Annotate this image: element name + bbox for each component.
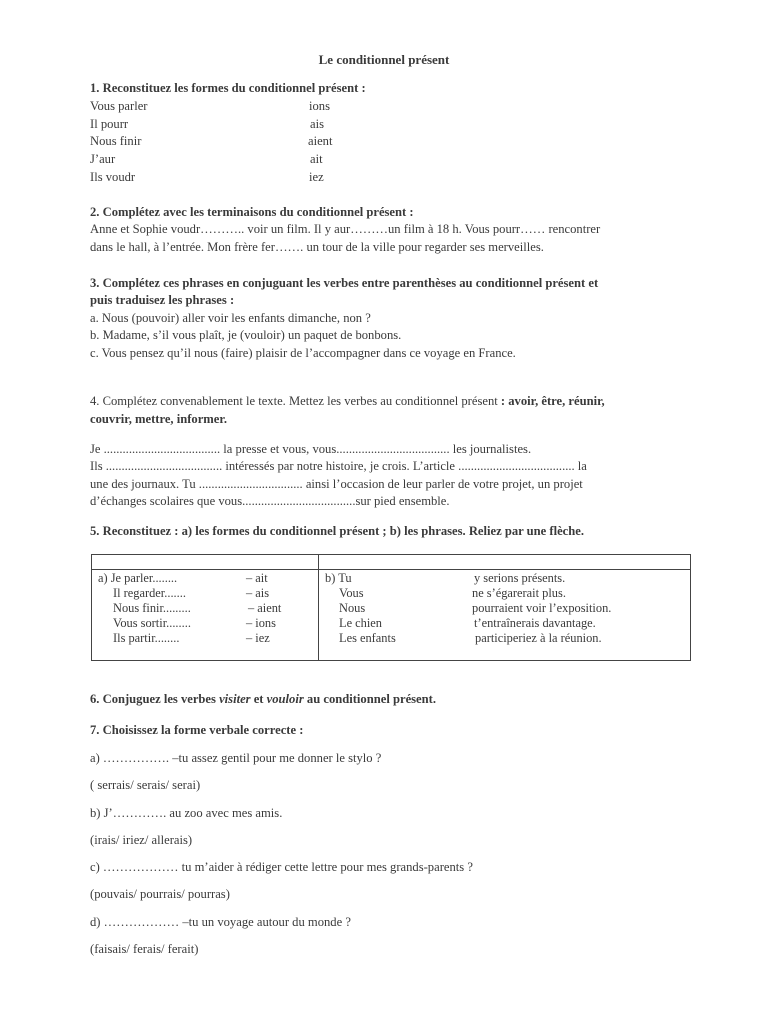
table-left-stem-2: Il regarder.......: [113, 586, 186, 600]
exercise-3-heading: 3. Complétez ces phrases en conjuguant les verbes entre parenthèses au conditionnel présent et: [90, 276, 599, 290]
ex1-right-2: ais: [310, 117, 324, 131]
table-left-stem-3: Nous finir.........: [113, 601, 191, 615]
table-right-subject-3: Nous: [339, 601, 366, 615]
table-header-cell-left: [92, 555, 319, 570]
ex4-line-2: Ils ..................................... intéressés par notre histoire, je crois. L’article ..................................... la: [90, 459, 587, 473]
table-header-row: [92, 555, 691, 570]
exercise-4-heading: [90, 393, 605, 411]
ex1-right-3: aient: [308, 134, 333, 148]
table-right-subject-4: Le chien: [339, 616, 382, 630]
ex1-left-1: Vous parler: [90, 99, 148, 113]
ex3-item-c: c. Vous pensez qu’il nous (faire) plaisir de l’accompagner dans ce voyage en France.: [90, 346, 516, 360]
table-right-predicate-5: participeriez à la réunion.: [475, 631, 602, 645]
ex4-line-3: une des journaux. Tu ................................. ainsi l’occasion de leur parler de votre projet, un projet: [90, 477, 583, 491]
table-right-predicate-1: y serions présents.: [474, 571, 566, 585]
table-cell-forms: [92, 570, 319, 661]
ex7-question-c: c) ……………… tu m’aider à rédiger cette lettre pour mes grands-parents ?: [90, 860, 473, 874]
ex6-part-3: au conditionnel présent.: [303, 692, 436, 706]
ex7-options-c: (pouvais/ pourrais/ pourras): [90, 887, 230, 901]
exercise-3-heading-cont: puis traduisez les phrases :: [90, 293, 235, 307]
ex1-left-5: Ils voudr: [90, 170, 136, 184]
ex7-options-a: ( serrais/ serais/ serai): [90, 778, 201, 792]
ex1-left-4: J’aur: [90, 152, 116, 166]
exercise-5-heading: 5. Reconstituez : a) les formes du conditionnel présent ; b) les phrases. Reliez par une flèche.: [90, 524, 585, 538]
ex2-line-1: Anne et Sophie voudr……….. voir un film. Il y aur………un film à 18 h. Vous pourr…… rencontrer: [90, 222, 601, 236]
table-right-subject-5: Les enfants: [339, 631, 396, 645]
ex6-part-2: et: [250, 692, 267, 706]
ex1-right-1: ions: [309, 99, 330, 113]
ex1-left-3: Nous finir: [90, 134, 142, 148]
table-left-ending-4: – ions: [246, 616, 276, 630]
table-left-ending-1: – ait: [246, 571, 268, 585]
table-left-ending-2: – ais: [246, 586, 270, 600]
table-header-cell-right: [319, 555, 691, 570]
exercise-6-heading: [90, 691, 436, 709]
exercise-7-heading: 7. Choisissez la forme verbale correcte :: [90, 723, 304, 737]
ex7-question-a: a) ……………. –tu assez gentil pour me donner le stylo ?: [90, 751, 382, 765]
exercise-2-heading: 2. Complétez avec les terminaisons du conditionnel présent :: [90, 205, 414, 219]
table-left-ending-5: – iez: [246, 631, 270, 645]
ex4-verbs: : avoir, être, réunir,: [500, 394, 605, 408]
ex4-line-1: Je ..................................... la presse et vous, vous.................................... les journalistes.: [90, 442, 532, 456]
table-body-row: [92, 570, 691, 661]
page-title: Le conditionnel présent: [318, 52, 450, 67]
ex4-verbs-cont: couvrir, mettre, informer.: [90, 412, 227, 426]
ex1-right-4: ait: [310, 152, 323, 166]
ex6-verb-visiter: visiter: [219, 692, 251, 706]
table-left-ending-3: – aient: [248, 601, 282, 615]
table-cell-sentences: [319, 570, 691, 661]
ex4-line-4: d’échanges scolaires que vous....................................sur pied ensemble.: [90, 494, 450, 508]
ex7-question-b: b) J’…………. au zoo avec mes amis.: [90, 806, 283, 820]
ex3-item-b: b. Madame, s’il vous plaît, je (vouloir) un paquet de bonbons.: [90, 328, 402, 342]
table-left-stem-1: a) Je parler........: [98, 571, 178, 585]
table-right-predicate-4: t’entraînerais davantage.: [474, 616, 596, 630]
table-right-predicate-3: pourraient voir l’exposition.: [472, 601, 612, 615]
ex1-right-5: iez: [309, 170, 324, 184]
exercise-1-heading: 1. Reconstituez les formes du conditionnel présent :: [90, 81, 366, 95]
table-left-stem-5: Ils partir........: [113, 631, 180, 645]
ex3-item-a: a. Nous (pouvoir) aller voir les enfants dimanche, non ?: [90, 311, 371, 325]
ex6-verb-vouloir: vouloir: [266, 692, 304, 706]
ex6-part-1: 6. Conjuguez les verbes: [90, 692, 220, 706]
table-right-predicate-2: ne s’égarerait plus.: [472, 586, 566, 600]
ex4-intro: 4. Complétez convenablement le texte. Mettez les verbes au conditionnel présent: [90, 394, 501, 408]
table-left-stem-4: Vous sortir........: [113, 616, 191, 630]
ex7-question-d: d) ……………… –tu un voyage autour du monde ?: [90, 915, 351, 929]
ex1-left-2: Il pourr: [90, 117, 129, 131]
ex2-line-2: dans le hall, à l’entrée. Mon frère fer……. un tour de la ville pour regarder ses merveilles.: [90, 240, 544, 254]
table-right-subject-2: Vous: [339, 586, 364, 600]
matching-table: [91, 554, 691, 661]
ex7-options-d: (faisais/ ferais/ ferait): [90, 942, 199, 956]
ex7-options-b: (irais/ iriez/ allerais): [90, 833, 193, 847]
table-right-subject-1: b) Tu: [325, 571, 352, 585]
